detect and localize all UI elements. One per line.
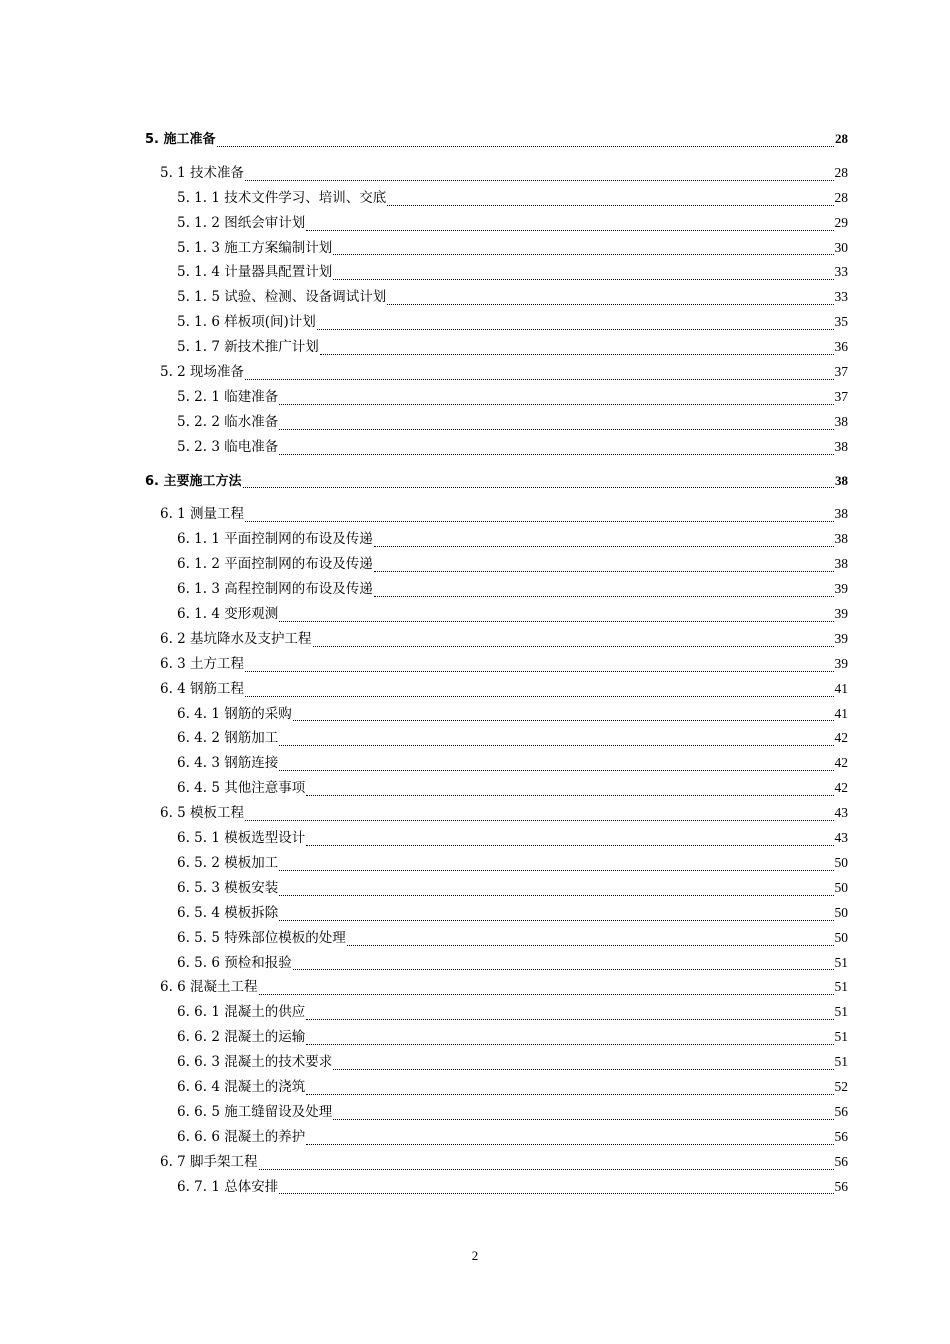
toc-entry-page-number: 38 xyxy=(834,413,848,429)
toc-entry-page-number: 56 xyxy=(834,1128,848,1144)
toc-entry-page-number: 50 xyxy=(834,879,848,895)
toc-dot-leader xyxy=(374,571,834,572)
toc-entry[interactable] xyxy=(145,1100,848,1125)
toc-dot-leader xyxy=(306,845,833,846)
toc-dot-leader xyxy=(279,454,833,455)
toc-entry-label: 6. 6. 4 混凝土的浇筑 xyxy=(177,1078,306,1095)
toc-entry[interactable] xyxy=(145,1025,848,1050)
toc-entry-page-number: 51 xyxy=(834,1029,848,1045)
toc-entry-page-number: 37 xyxy=(834,388,848,404)
toc-dot-leader xyxy=(333,279,833,280)
toc-dot-leader xyxy=(306,1019,833,1020)
toc-entry-label: 6. 4 钢筋工程 xyxy=(160,680,245,697)
toc-dot-leader xyxy=(306,1094,833,1095)
toc-entry[interactable] xyxy=(145,876,848,901)
toc-entry[interactable] xyxy=(145,702,848,727)
toc-dot-leader xyxy=(313,646,834,647)
toc-entry[interactable] xyxy=(145,1075,848,1100)
toc-entry-page-number: 30 xyxy=(834,239,848,255)
toc-entry[interactable] xyxy=(145,435,848,460)
toc-entry[interactable] xyxy=(145,360,848,385)
toc-entry[interactable] xyxy=(145,410,848,435)
toc-entry-label: 6. 3 土方工程 xyxy=(160,655,245,672)
toc-entry-label: 5. 1. 7 新技术推广计划 xyxy=(177,339,319,356)
toc-dot-leader xyxy=(374,596,834,597)
toc-dot-leader xyxy=(217,146,834,147)
toc-entry-label: 5. 施工准备 xyxy=(145,132,216,147)
toc-entry-page-number: 50 xyxy=(834,854,848,870)
toc-entry-page-number: 28 xyxy=(834,189,848,205)
toc-entry-page-number: 50 xyxy=(834,904,848,920)
toc-dot-leader xyxy=(293,720,834,721)
toc-entry-label: 5. 1. 5 试验、检测、设备调试计划 xyxy=(177,289,387,306)
toc-entry-label: 6. 6. 1 混凝土的供应 xyxy=(177,1004,306,1021)
toc-entry-label: 5. 1. 4 计量器具配置计划 xyxy=(177,264,333,281)
toc-entry[interactable] xyxy=(145,310,848,335)
toc-dot-leader xyxy=(317,329,834,330)
toc-dot-leader xyxy=(259,994,834,995)
toc-entry-page-number: 41 xyxy=(834,705,848,721)
toc-entry-label: 5. 1. 6 样板项(间)计划 xyxy=(177,314,316,331)
toc-entry-label: 6. 1. 3 高程控制网的布设及传递 xyxy=(177,581,373,598)
toc-entry[interactable] xyxy=(145,161,848,186)
toc-entry[interactable] xyxy=(145,127,848,152)
toc-entry-label: 6. 4. 3 钢筋连接 xyxy=(177,755,279,772)
toc-entry-label: 6. 6 混凝土工程 xyxy=(160,979,258,996)
toc-entry[interactable] xyxy=(145,1050,848,1075)
toc-entry-label: 6. 4. 2 钢筋加工 xyxy=(177,730,279,747)
toc-entry[interactable] xyxy=(145,260,848,285)
toc-entry-label: 6. 6. 6 混凝土的养护 xyxy=(177,1128,306,1145)
toc-entry-label: 6. 1 测量工程 xyxy=(160,506,245,523)
toc-entry-label: 6. 5. 3 模板安装 xyxy=(177,879,279,896)
toc-entry-page-number: 38 xyxy=(834,556,848,572)
toc-entry-page-number: 56 xyxy=(834,1103,848,1119)
toc-entry-page-number: 38 xyxy=(834,531,848,547)
toc-entry[interactable] xyxy=(145,385,848,410)
toc-entry-label: 6. 5. 2 模板加工 xyxy=(177,854,279,871)
toc-dot-leader xyxy=(333,1119,833,1120)
toc-entry-page-number: 56 xyxy=(834,1178,848,1194)
toc-entry-label: 6. 4. 1 钢筋的采购 xyxy=(177,705,292,722)
toc-entry[interactable] xyxy=(145,577,848,602)
toc-entry-label: 6. 4. 5 其他注意事项 xyxy=(177,780,306,797)
toc-entry[interactable] xyxy=(145,652,848,677)
toc-dot-leader xyxy=(259,1169,834,1170)
toc-entry-page-number: 36 xyxy=(834,339,848,355)
toc-entry-page-number: 37 xyxy=(834,364,848,380)
toc-entry-label: 6. 5. 5 特殊部位模板的处理 xyxy=(177,929,346,946)
toc-entry[interactable] xyxy=(145,726,848,751)
toc-entry-label: 5. 1. 1 技术文件学习、培训、交底 xyxy=(177,189,387,206)
toc-entry-label: 6. 6. 3 混凝土的技术要求 xyxy=(177,1054,333,1071)
toc-entry-label: 5. 1 技术准备 xyxy=(160,164,245,181)
toc-entry-page-number: 43 xyxy=(834,805,848,821)
toc-entry-page-number: 28 xyxy=(834,164,848,180)
toc-dot-leader xyxy=(245,379,833,380)
toc-dot-leader xyxy=(333,254,833,255)
toc-dot-leader xyxy=(279,770,833,771)
toc-entry-label: 5. 2 现场准备 xyxy=(160,364,245,381)
toc-entry[interactable] xyxy=(145,975,848,1000)
toc-dot-leader xyxy=(333,1069,833,1070)
toc-entry[interactable] xyxy=(145,627,848,652)
toc-dot-leader xyxy=(293,969,834,970)
toc-dot-leader xyxy=(306,1144,833,1145)
toc-entry-label: 5. 1. 3 施工方案编制计划 xyxy=(177,239,333,256)
toc-entry-label: 5. 2. 3 临电准备 xyxy=(177,438,279,455)
toc-dot-leader xyxy=(279,745,833,746)
toc-entry-page-number: 39 xyxy=(834,655,848,671)
table-of-contents xyxy=(145,127,848,1199)
toc-dot-leader xyxy=(279,920,833,921)
toc-entry[interactable] xyxy=(145,851,848,876)
toc-dot-leader xyxy=(243,487,834,488)
toc-entry[interactable] xyxy=(145,211,848,236)
toc-entry-page-number: 51 xyxy=(834,1054,848,1070)
toc-entry-page-number: 28 xyxy=(835,131,848,146)
toc-entry-label: 5. 1. 2 图纸会审计划 xyxy=(177,214,306,231)
toc-dot-leader xyxy=(245,180,833,181)
toc-entry[interactable] xyxy=(145,469,848,494)
toc-entry-page-number: 41 xyxy=(834,680,848,696)
toc-dot-leader xyxy=(387,304,833,305)
toc-entry-label: 5. 2. 1 临建准备 xyxy=(177,388,279,405)
toc-entry-page-number: 33 xyxy=(834,264,848,280)
toc-dot-leader xyxy=(245,820,833,821)
toc-entry-page-number: 43 xyxy=(834,830,848,846)
toc-dot-leader xyxy=(387,205,833,206)
toc-entry-page-number: 39 xyxy=(834,581,848,597)
toc-entry-page-number: 51 xyxy=(834,1004,848,1020)
toc-entry[interactable] xyxy=(145,751,848,776)
toc-entry-page-number: 56 xyxy=(834,1153,848,1169)
toc-entry-page-number: 39 xyxy=(834,630,848,646)
toc-entry-page-number: 42 xyxy=(834,730,848,746)
page-number: 2 xyxy=(471,1248,479,1263)
toc-entry-page-number: 51 xyxy=(834,979,848,995)
toc-entry[interactable] xyxy=(145,1125,848,1150)
toc-entry[interactable] xyxy=(145,186,848,211)
toc-entry-label: 6. 5. 4 模板拆除 xyxy=(177,904,279,921)
toc-entry[interactable] xyxy=(145,552,848,577)
toc-entry-label: 6. 主要施工方法 xyxy=(145,473,242,489)
toc-dot-leader xyxy=(279,621,833,622)
toc-entry-page-number: 39 xyxy=(834,606,848,622)
toc-entry-page-number: 52 xyxy=(834,1078,848,1094)
toc-entry-label: 6. 5. 6 预检和报验 xyxy=(177,954,292,971)
toc-entry-page-number: 51 xyxy=(834,954,848,970)
toc-entry-label: 5. 2. 2 临水准备 xyxy=(177,413,279,430)
toc-entry[interactable] xyxy=(145,826,848,851)
toc-entry-page-number: 29 xyxy=(834,214,848,230)
toc-entry[interactable] xyxy=(145,951,848,976)
toc-entry-label: 6. 5. 1 模板选型设计 xyxy=(177,830,306,847)
toc-entry-label: 6. 7 脚手架工程 xyxy=(160,1153,258,1170)
toc-entry-page-number: 42 xyxy=(834,755,848,771)
toc-entry[interactable] xyxy=(145,236,848,261)
toc-entry-label: 6. 1. 4 变形观测 xyxy=(177,606,279,623)
toc-entry[interactable] xyxy=(145,285,848,310)
toc-entry[interactable] xyxy=(145,1175,848,1200)
toc-dot-leader xyxy=(279,1193,833,1194)
toc-entry[interactable] xyxy=(145,527,848,552)
toc-entry[interactable] xyxy=(145,926,848,951)
toc-entry[interactable] xyxy=(145,335,848,360)
toc-entry-label: 6. 5 模板工程 xyxy=(160,805,245,822)
toc-dot-leader xyxy=(245,671,833,672)
toc-dot-leader xyxy=(245,521,833,522)
toc-entry[interactable] xyxy=(145,801,848,826)
toc-dot-leader xyxy=(320,354,834,355)
toc-entry[interactable] xyxy=(145,776,848,801)
toc-entry-page-number: 42 xyxy=(834,780,848,796)
toc-entry-label: 6. 7. 1 总体安排 xyxy=(177,1178,279,1195)
toc-dot-leader xyxy=(306,795,833,796)
toc-entry[interactable] xyxy=(145,502,848,527)
toc-dot-leader xyxy=(347,945,834,946)
toc-dot-leader xyxy=(279,895,833,896)
toc-dot-leader xyxy=(245,696,833,697)
toc-dot-leader xyxy=(279,870,833,871)
toc-entry[interactable] xyxy=(145,1150,848,1175)
toc-entry-page-number: 38 xyxy=(834,438,848,454)
toc-entry-label: 6. 6. 5 施工缝留设及处理 xyxy=(177,1103,333,1120)
toc-entry[interactable] xyxy=(145,677,848,702)
toc-dot-leader xyxy=(306,1044,833,1045)
toc-entry-label: 6. 2 基坑降水及支护工程 xyxy=(160,630,312,647)
toc-entry-page-number: 35 xyxy=(834,314,848,330)
toc-entry[interactable] xyxy=(145,602,848,627)
toc-entry-label: 6. 6. 2 混凝土的运输 xyxy=(177,1029,306,1046)
toc-entry-page-number: 50 xyxy=(834,929,848,945)
toc-entry-page-number: 33 xyxy=(834,289,848,305)
toc-dot-leader xyxy=(279,429,833,430)
toc-entry-page-number: 38 xyxy=(835,472,848,488)
toc-dot-leader xyxy=(306,230,833,231)
toc-entry-page-number: 38 xyxy=(834,506,848,522)
toc-entry-label: 6. 1. 2 平面控制网的布设及传递 xyxy=(177,556,373,573)
toc-entry-label: 6. 1. 1 平面控制网的布设及传递 xyxy=(177,531,373,548)
toc-dot-leader xyxy=(279,404,833,405)
toc-entry[interactable] xyxy=(145,901,848,926)
toc-dot-leader xyxy=(374,546,834,547)
toc-entry[interactable] xyxy=(145,1000,848,1025)
